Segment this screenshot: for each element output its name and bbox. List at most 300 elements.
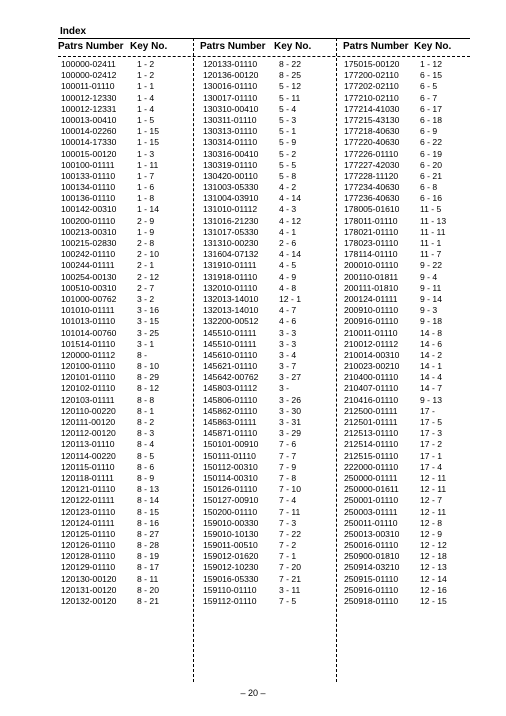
index-row	[61, 115, 197, 126]
index-row	[344, 518, 480, 529]
part-number: 130313-01110	[203, 126, 258, 137]
key-number: 7 - 11	[279, 506, 301, 517]
key-number: 11 - 1	[420, 238, 442, 248]
index-row	[203, 328, 339, 339]
key-number: 12 - 11	[420, 506, 447, 517]
header-rule	[58, 56, 470, 57]
index-row	[203, 495, 339, 506]
index-row	[203, 361, 339, 372]
key-number: 3 - 11	[279, 584, 301, 595]
index-row	[61, 272, 197, 283]
index-row	[203, 383, 339, 394]
key-number: 11 - 5	[420, 204, 442, 215]
part-number: 120000-01112	[61, 349, 116, 360]
part-number: 100134-01110	[61, 182, 116, 193]
key-number: 1 - 9	[137, 226, 155, 237]
index-row	[203, 249, 339, 260]
part-number: 150126-01110	[203, 484, 258, 495]
part-number: 145510-01111	[203, 338, 257, 349]
key-number: 6 - 7	[420, 92, 438, 103]
key-number: 6 - 17	[420, 103, 442, 114]
key-number: 5 - 11	[279, 92, 301, 103]
key-number: 5 - 12	[279, 81, 301, 92]
index-row	[61, 316, 197, 327]
key-number: 7 - 4	[279, 495, 297, 506]
part-number: 132200-00512	[203, 316, 259, 327]
index-row	[344, 93, 480, 104]
key-number: 5 - 8	[279, 170, 297, 181]
key-number: 8 - 17	[137, 562, 159, 573]
index-row	[344, 339, 480, 350]
index-row	[203, 260, 339, 271]
part-number: 130314-01110	[203, 137, 258, 148]
index-row	[203, 305, 339, 316]
index-row	[344, 428, 480, 439]
part-number: 100015-00120	[61, 148, 117, 159]
part-number: 159012-01620	[203, 551, 259, 562]
key-number: 6 - 9	[420, 126, 438, 137]
index-row	[203, 283, 339, 294]
key-number: 7 - 6	[279, 439, 297, 450]
part-number: 130316-00410	[203, 148, 259, 159]
key-number: 8 - 27	[137, 528, 159, 539]
key-number: 6 - 22	[420, 137, 442, 148]
key-number: 6 - 15	[420, 70, 442, 81]
key-number: 4 - 14	[279, 249, 301, 260]
index-row	[61, 81, 197, 92]
key-number: 5 - 5	[279, 159, 297, 170]
part-number: 120130-00120	[61, 573, 117, 584]
part-number: 177200-02110	[344, 70, 399, 81]
part-number: 145862-01110	[203, 405, 258, 416]
index-row	[203, 193, 339, 204]
key-number: 5 - 4	[279, 103, 297, 114]
part-number: 250914-03210	[344, 562, 400, 573]
index-row	[61, 216, 197, 227]
key-number: 8 - 5	[137, 450, 155, 461]
index-row	[61, 372, 197, 383]
index-row	[203, 596, 339, 607]
index-row	[344, 160, 480, 171]
index-row	[203, 182, 339, 193]
index-row	[344, 316, 480, 327]
part-number: 159012-10230	[203, 562, 259, 573]
key-number: 7 - 8	[279, 472, 297, 483]
key-number: 14 - 6	[420, 338, 442, 349]
index-row	[344, 193, 480, 204]
index-row	[61, 59, 197, 70]
key-number: 1 - 12	[420, 59, 442, 69]
part-number: 177234-40630	[344, 182, 400, 193]
key-number: 9 - 11	[420, 282, 442, 293]
index-row	[61, 551, 197, 562]
index-row	[203, 104, 339, 115]
part-number: 177236-40630	[344, 193, 400, 204]
index-row	[61, 93, 197, 104]
index-row	[203, 171, 339, 182]
key-number: 14 - 4	[420, 372, 442, 383]
part-number: 178011-01110	[344, 215, 398, 226]
index-row	[344, 216, 480, 227]
part-number: 150111-01110	[203, 450, 256, 461]
part-number: 177227-42030	[344, 159, 400, 170]
index-row	[61, 462, 197, 473]
key-number: 4 - 2	[279, 182, 297, 193]
key-number: 12 - 8	[420, 517, 442, 528]
part-number: 120110-00220	[61, 405, 116, 416]
key-number: 9 - 3	[420, 305, 438, 316]
index-row	[61, 585, 197, 596]
part-number: 177210-02110	[344, 92, 399, 103]
part-number: 212500-01111	[344, 405, 398, 416]
part-number: 120115-01110	[61, 461, 115, 472]
part-number: 159010-00330	[203, 517, 259, 528]
part-number: 250013-00310	[344, 528, 400, 539]
index-row	[344, 305, 480, 316]
part-number: 120129-01110	[61, 562, 116, 573]
part-number: 159010-10130	[203, 528, 259, 539]
index-row	[61, 137, 197, 148]
index-row	[344, 81, 480, 92]
key-number: 7 - 22	[279, 528, 301, 539]
index-row	[61, 451, 197, 462]
key-number: 9 - 14	[420, 293, 442, 304]
part-number: 101010-01111	[61, 305, 115, 316]
part-number: 210400-01110	[344, 372, 399, 383]
part-number: 145510-01111	[203, 327, 257, 338]
key-number: 11 - 11	[420, 226, 446, 237]
part-number: 210014-00310	[344, 349, 400, 360]
part-number: 120118-01111	[61, 472, 114, 483]
index-row	[61, 417, 197, 428]
part-number: 101000-00762	[61, 293, 117, 304]
index-row	[61, 305, 197, 316]
part-number: 250915-01110	[344, 573, 399, 584]
index-row	[61, 149, 197, 160]
index-row	[344, 484, 480, 495]
key-number: 3 - 1	[137, 338, 155, 349]
key-number: 8 - 16	[137, 517, 159, 528]
index-row	[344, 70, 480, 81]
key-number: 3 - 29	[279, 428, 301, 439]
index-row	[203, 294, 339, 305]
index-row	[203, 372, 339, 383]
part-number: 150112-00310	[203, 461, 258, 472]
key-number: 8 - 14	[137, 495, 159, 506]
key-number: 12 - 9	[420, 528, 442, 539]
key-number: 14 - 8	[420, 327, 442, 338]
part-number: 132010-01110	[203, 282, 258, 293]
key-number: 3 - 4	[279, 349, 297, 360]
key-number: 17 - 5	[420, 417, 442, 427]
part-number: 100000-02412	[61, 70, 117, 81]
index-row	[344, 137, 480, 148]
key-number: 1 - 11	[137, 159, 159, 170]
key-number: 1 - 7	[137, 170, 155, 181]
part-number: 250916-01110	[344, 584, 399, 595]
part-number: 250003-01111	[344, 506, 398, 517]
index-column-2	[203, 59, 339, 607]
index-row	[203, 204, 339, 215]
part-number: 120128-01110	[61, 551, 116, 562]
index-row	[61, 395, 197, 406]
index-row	[344, 406, 480, 417]
index-row	[344, 238, 480, 249]
part-number: 100244-01111	[61, 260, 115, 271]
key-number: 8 -	[137, 349, 148, 360]
part-number: 178114-01110	[344, 249, 398, 260]
index-row	[203, 551, 339, 562]
part-number: 120136-00120	[203, 70, 259, 81]
part-number: 150127-00910	[203, 495, 259, 506]
part-number: 100200-01110	[61, 215, 116, 226]
part-number: 212513-01110	[344, 428, 399, 439]
part-number: 250000-01111	[344, 472, 398, 483]
index-row	[344, 126, 480, 137]
index-row	[344, 328, 480, 339]
key-number: 1 - 4	[137, 92, 155, 103]
key-number: 8 - 6	[137, 461, 155, 472]
key-number: 11 - 13	[420, 215, 447, 226]
key-number: 8 - 13	[137, 484, 159, 495]
index-row	[61, 574, 197, 585]
key-number: 3 - 3	[279, 327, 297, 338]
index-row	[61, 361, 197, 372]
index-row	[203, 81, 339, 92]
index-row	[61, 193, 197, 204]
part-number: 132013-14010	[203, 305, 259, 316]
index-row	[203, 70, 339, 81]
index-row	[344, 361, 480, 372]
key-number: 8 - 9	[137, 472, 155, 483]
part-number: 131004-03910	[203, 193, 259, 204]
index-row	[203, 339, 339, 350]
part-number: 159011-00510	[203, 540, 258, 551]
part-number: 120101-01110	[61, 372, 116, 383]
index-row	[61, 439, 197, 450]
part-number: 100215-02830	[61, 238, 117, 248]
key-number: 2 - 10	[137, 249, 159, 260]
key-number: 8 - 22	[279, 59, 301, 69]
index-row	[344, 283, 480, 294]
index-row	[344, 104, 480, 115]
key-number: 1 - 15	[137, 137, 159, 148]
index-row	[344, 204, 480, 215]
part-number: 130016-01110	[203, 81, 258, 92]
part-number: 101013-01110	[61, 316, 116, 327]
part-number: 210012-01112	[344, 338, 399, 349]
index-column-1	[61, 59, 197, 607]
col-header-part-number-2: Patrs Number	[200, 41, 266, 52]
index-row	[344, 350, 480, 361]
key-number: 4 - 9	[279, 271, 297, 282]
key-number: 8 - 19	[137, 551, 159, 562]
key-number: 17 - 2	[420, 439, 442, 450]
key-number: 12 - 16	[420, 584, 447, 595]
part-number: 250016-01110	[344, 540, 399, 551]
index-row	[61, 227, 197, 238]
col-header-part-number-1: Patrs Number	[58, 41, 124, 52]
key-number: 17 - 3	[420, 428, 442, 439]
part-number: 100000-02411	[61, 59, 116, 69]
part-number: 175015-00120	[344, 59, 400, 69]
part-number: 120100-01110	[61, 361, 116, 372]
index-row	[203, 507, 339, 518]
index-row	[203, 417, 339, 428]
key-number: 8 - 10	[137, 361, 159, 372]
key-number: 7 - 7	[279, 450, 297, 461]
part-number: 131016-21230	[203, 215, 259, 226]
col-header-part-number-3: Patrs Number	[343, 41, 409, 52]
part-number: 101014-00760	[61, 327, 117, 338]
part-number: 250001-01110	[344, 495, 399, 506]
index-row	[203, 439, 339, 450]
index-row	[203, 562, 339, 573]
part-number: 120131-00120	[61, 584, 117, 595]
key-number: 6 - 18	[420, 114, 442, 125]
index-row	[344, 182, 480, 193]
key-number: 4 - 6	[279, 316, 297, 327]
index-row	[344, 507, 480, 518]
part-number: 130311-01110	[203, 114, 257, 125]
key-number: 9 - 13	[420, 394, 442, 405]
col-header-key-no-1: Key No.	[130, 41, 168, 52]
key-number: 7 - 1	[279, 551, 297, 562]
key-number: 6 - 8	[420, 182, 438, 193]
part-number: 210416-01110	[344, 394, 399, 405]
part-number: 120111-00120	[61, 417, 116, 427]
part-number: 120126-01110	[61, 540, 116, 551]
part-number: 100142-00310	[61, 204, 117, 215]
key-number: 2 - 6	[279, 238, 297, 248]
key-number: 12 - 11	[420, 472, 447, 483]
key-number: 12 - 12	[420, 540, 447, 551]
index-row	[344, 551, 480, 562]
index-row	[203, 115, 339, 126]
key-number: 7 - 20	[279, 562, 301, 573]
key-number: 14 - 1	[420, 361, 442, 372]
index-row	[203, 316, 339, 327]
index-row	[61, 328, 197, 339]
key-number: 12 - 7	[420, 495, 442, 506]
part-number: 200124-01111	[344, 293, 398, 304]
key-number: 2 - 9	[137, 215, 155, 226]
key-number: 12 - 14	[420, 573, 447, 584]
key-number: 3 - 31	[279, 417, 301, 427]
part-number: 159016-05330	[203, 573, 259, 584]
index-row	[61, 204, 197, 215]
index-row	[61, 495, 197, 506]
index-row	[61, 428, 197, 439]
key-number: 1 - 3	[137, 148, 155, 159]
part-number: 100136-01110	[61, 193, 116, 204]
part-number: 200110-01811	[344, 271, 399, 282]
key-number: 3 - 2	[137, 293, 155, 304]
index-row	[61, 283, 197, 294]
key-number: 6 - 19	[420, 148, 442, 159]
index-row	[61, 406, 197, 417]
part-number: 120102-01110	[61, 383, 116, 394]
part-number: 177218-40630	[344, 126, 400, 137]
part-number: 145871-01110	[203, 428, 258, 439]
part-number: 120132-00120	[61, 596, 117, 606]
key-number: 14 - 2	[420, 349, 442, 360]
part-number: 120113-01110	[61, 439, 115, 450]
part-number: 131017-05330	[203, 226, 259, 237]
index-row	[344, 260, 480, 271]
index-row	[203, 149, 339, 160]
key-number: 17 -	[420, 405, 435, 416]
index-row	[203, 137, 339, 148]
col-header-key-no-2: Key No.	[274, 41, 312, 52]
part-number: 131918-01110	[203, 271, 258, 282]
index-row	[344, 540, 480, 551]
index-row	[61, 171, 197, 182]
key-number: 12 - 18	[420, 551, 447, 562]
key-number: 7 - 9	[279, 461, 297, 472]
key-number: 4 - 5	[279, 260, 297, 271]
part-number: 200910-01110	[344, 305, 399, 316]
index-row	[61, 260, 197, 271]
part-number: 100014-02260	[61, 126, 117, 137]
key-number: 4 - 7	[279, 305, 297, 316]
key-number: 12 - 13	[420, 562, 447, 573]
part-number: 178023-01110	[344, 238, 399, 248]
part-number: 145642-00762	[203, 372, 259, 383]
key-number: 17 - 1	[420, 450, 442, 461]
part-number: 132013-14010	[203, 293, 259, 304]
key-number: 3 - 25	[137, 327, 159, 338]
key-number: 8 - 29	[137, 372, 159, 383]
key-number: 8 - 28	[137, 540, 159, 551]
index-row	[203, 406, 339, 417]
part-number: 120121-01110	[61, 484, 116, 495]
key-number: 7 - 5	[279, 596, 297, 606]
key-number: 3 - 7	[279, 361, 297, 372]
part-number: 212515-01110	[344, 450, 399, 461]
index-row	[203, 160, 339, 171]
key-number: 5 - 1	[279, 126, 297, 137]
index-row	[61, 126, 197, 137]
index-row	[61, 294, 197, 305]
part-number: 100011-01110	[61, 81, 115, 92]
key-number: 8 - 2	[137, 417, 155, 427]
key-number: 12 - 1	[279, 293, 301, 304]
index-row	[61, 507, 197, 518]
part-number: 250900-01810	[344, 551, 400, 562]
part-number: 150114-00310	[203, 472, 258, 483]
part-number: 100254-00130	[61, 271, 117, 282]
index-row	[344, 272, 480, 283]
part-number: 177202-02110	[344, 81, 399, 92]
key-number: 4 - 1	[279, 226, 297, 237]
part-number: 210011-01110	[344, 327, 398, 338]
part-number: 131604-07132	[203, 249, 259, 260]
part-number: 145863-01111	[203, 417, 257, 427]
column-header-row	[58, 40, 470, 54]
key-number: 3 - 26	[279, 394, 301, 405]
part-number: 120114-00220	[61, 450, 116, 461]
part-number: 130017-01110	[203, 92, 258, 103]
index-row	[203, 272, 339, 283]
part-number: 222000-01110	[344, 461, 399, 472]
key-number: 7 - 2	[279, 540, 297, 551]
part-number: 120123-01110	[61, 506, 116, 517]
index-row	[61, 540, 197, 551]
index-row	[344, 439, 480, 450]
key-number: 4 - 14	[279, 193, 301, 204]
index-row	[203, 473, 339, 484]
